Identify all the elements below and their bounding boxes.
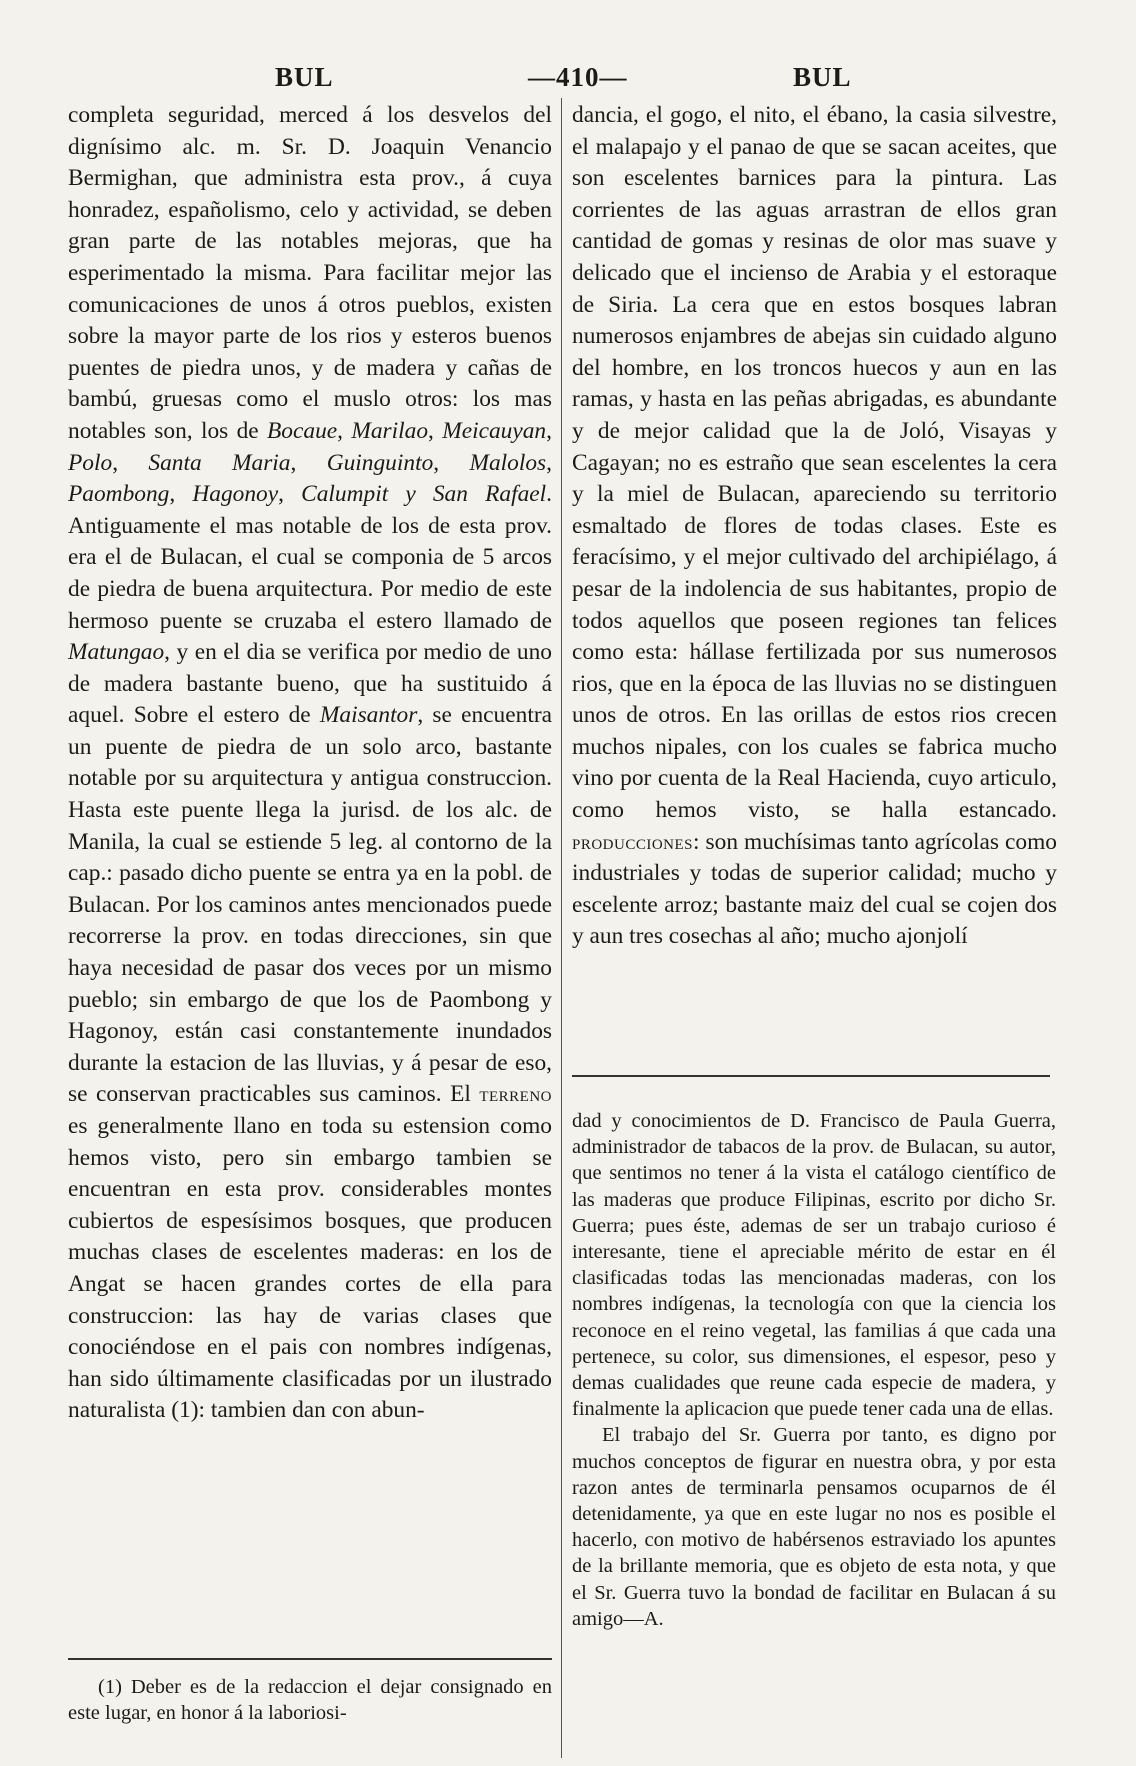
footnote-paragraph: dad y conocimientos de D. Francisco de Paula Guerra, administrador de tabacos de la prov. de Bulacan, su autor, que sentimos no tener á la vista el catálogo científico de las maderas que produce Filipinas, escrito por dicho Sr. Guerra; pues éste, ademas de ser un trabajo curioso é interesante, tiene el apreciable mérito de estar en él clasificadas todas las mencionadas maderas, con los nombres indígenas, la tecnología con que la ciencia los reconoce en el reino vegetal, las familias á que cada una pertenece, su color, sus dimensiones, el espesor, peso y demas cualidades que reune cada especie de madera, y finalmente la aplicacion que puede tener cada una de ellas. (572, 1110, 1056, 1421)
place-name: Malolos (469, 449, 547, 476)
place-name: Meicauyan (442, 417, 547, 444)
section-keyword: producciones (572, 829, 694, 854)
footnote-separator-left (68, 1658, 552, 1660)
place-name: Polo (68, 449, 113, 476)
text-run: . Antiguamente el mas notable de los de esta prov. era el de Bulacan, el cual se componia de 5 arcos de piedra de buena arquitectura. Por medio de este hermoso puente se cruzaba el estero llamado de (68, 481, 553, 634)
place-name: Guinguinto (326, 449, 434, 476)
place-name: Paombong (68, 481, 170, 508)
right-column-text (572, 100, 1057, 953)
footnote-continuation (572, 1108, 1056, 1632)
text-run: , (428, 417, 443, 444)
text-run: , (546, 417, 552, 444)
footnote-paragraph: El trabajo del Sr. Guerra por tanto, es digno por muchos conceptos de figurar en nuestra obra, y por esta razon antes de terminarla pensamos ocuparnos de él detenidamente, ya que en este lugar no nos es posible el hacerlo, con motivo de habérsenos estraviado los apuntes de la brillante memoria, que es objeto de esta nota, y que el Sr. Guerra tuvo la bondad de facilitar en Bulacan á su amigo—A. (572, 1424, 1056, 1630)
column-divider (561, 98, 562, 1758)
text-run: : son muchísimas tanto agrícolas como industriales y todas de superior calidad; mucho y escelente arroz; bastante maiz del cual se cojen dos y aun tres cosechas al año; mucho ajonjolí (572, 828, 1057, 950)
text-run: , (290, 449, 327, 476)
place-name: Bocaue (267, 417, 338, 444)
text-run: , (278, 481, 302, 508)
text-run: , (337, 417, 352, 444)
header-right-title: BUL (793, 62, 852, 92)
footnote-start: (1) Deber es de la redaccion el dejar consignado en este lugar, en honor á la laboriosi- (68, 1676, 552, 1725)
text-run: , (169, 481, 193, 508)
text-run: , (112, 449, 149, 476)
running-header (70, 62, 1060, 102)
place-name: Marilao (351, 417, 429, 444)
place-name: Hagonoy (192, 481, 279, 508)
place-name: Maisantor (319, 702, 418, 729)
header-left-title: BUL (275, 62, 334, 92)
place-name: Calumpit y San Rafael (301, 481, 547, 508)
text-run: , y en el dia se verifica por medio de uno de madera bastante bueno, que ha sustituido á aquel. Sobre el estero de (68, 639, 552, 729)
text-run: , (433, 449, 470, 476)
text-run: completa seguridad, merced á los desvelos del dignísimo alc. m. Sr. D. Joaquin Venancio Bermighan, que administra esta prov., á cuya honradez, españolismo, celo y actividad, se deben gran parte de las notables mejoras, que ha esperimentado la misma. Para facilitar mejor las comunicaciones de unos á otros pueblos, existen sobre la mayor parte de los rios y esteros buenos puentes de piedra unos, y de madera y cañas de bambú, gruesas como el muslo otros: los mas notables son, los de (68, 102, 552, 444)
page-number: —410— (528, 62, 628, 92)
text-run: es generalmente llano en toda su estension como hemos visto, pero sin embargo tambien se encuentran en esta prov. considerables montes cubiertos de espesísimos bosques, que producen muchas clases de escelentes maderas: en los de Angat se hacen grandes cortes de ella para construccion: las hay de varias clases que conociéndose en el pais con nombres indígenas, han sido últimamente clasificadas por un ilustrado naturalista (1): tambien dan con abun- (68, 1113, 552, 1424)
section-keyword: terreno (479, 1082, 552, 1107)
text-run: dancia, el gogo, el nito, el ébano, la casia silvestre, el malapajo y el panao de que se sacan aceites, que son escelentes barnices para la pintura. Las corrientes de las aguas arrastran de ellos gran cantidad de gomas y resinas de olor mas suave y delicado que el incienso de Arabia y el estoraque de Siria. La cera que en estos bosques labran numerosos enjambres de abejas sin cuidado alguno del hombre, en los troncos huecos y aun en las ramas, y hasta en las peñas abrigadas, es abundante y de mejor calidad que la de Joló, Visayas y Cagayan; no es estraño que sean escelentes la cera y la miel de Bulacan, apareciendo su territorio esmaltado de flores de todas clases. Este es feracísimo, y el mejor cultivado del archipiélago, á pesar de la indolencia de sus habitantes, propio de todos aquellos que poseen regiones tan felices como esta: hállase fertilizada por sus numerosos rios, que en la época de las lluvias no se distinguen unos de otros. En las orillas de estos rios crecen muchos nipales, con los cuales se fabrica mucho vino por cuenta de la Real Hacienda, cuyo articulo, como hemos visto, se halla estancado. (572, 102, 1057, 824)
left-column-text (68, 100, 552, 1427)
text-run: , se encuentra un puente de piedra de un solo arco, bastante notable por su arquitectura y antigua construccion. Hasta este puente llega la jurisd. de los alc. de Manila, la cual se estiende 5 leg. al contorno de la cap.: pasado dicho puente se entra ya en la pobl. de Bulacan. Por los caminos antes mencionados puede recorrerse la prov. en todas direcciones, sin que haya necesidad de pasar dos veces por un mismo pueblo; sin embargo de que los de Paombong y Hagonoy, están casi constantemente inundados durante la estacion de las lluvias, y á pesar de eso, se conservan practicables sus caminos. El (68, 702, 552, 1108)
place-name: Matungao (68, 639, 165, 666)
place-name: Santa Maria (148, 449, 291, 476)
text-run: , (546, 449, 552, 476)
footnote-separator-right (572, 1075, 1050, 1077)
